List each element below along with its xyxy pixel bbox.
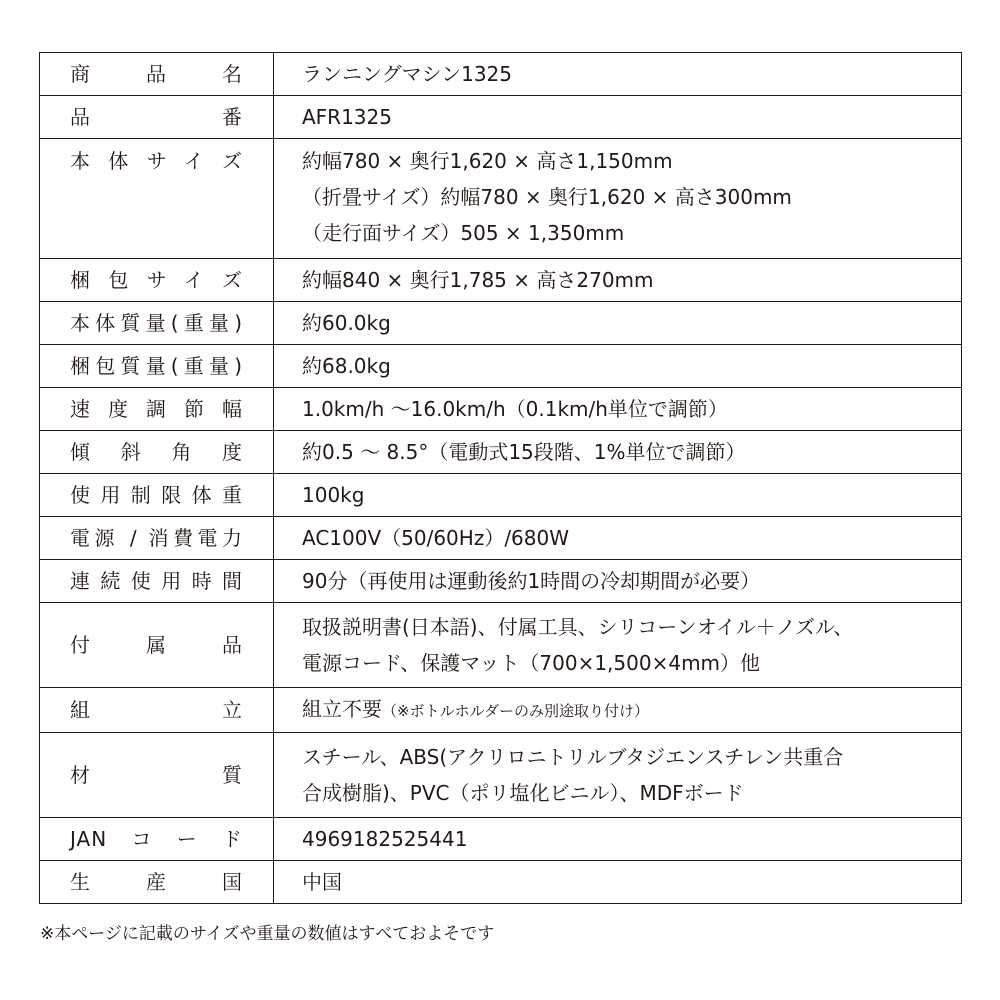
row-value-body-size: [274, 139, 962, 259]
table-row: [40, 96, 962, 139]
row-label-body-size: 本体サイズ: [40, 139, 274, 259]
value-line: 中国: [302, 870, 342, 894]
row-value-material: [274, 733, 962, 818]
row-label-continuous-use: 連続使用時間: [40, 560, 274, 603]
value-line: 4969182525441: [302, 827, 468, 851]
table-row: [40, 345, 962, 388]
table-row: [40, 818, 962, 861]
row-value-jan-code: [274, 818, 962, 861]
value-line: 電源コード、保護マット（700×1,500×4mm）他: [302, 651, 761, 675]
value-line: ランニングマシン1325: [302, 62, 512, 86]
assembly-main: 組立不要: [302, 697, 382, 721]
row-value-speed-range: [274, 388, 962, 431]
assembly-note: （※ボトルホルダーのみ別途取り付け）: [382, 702, 649, 720]
table-row: [40, 259, 962, 302]
value-line: 取扱説明書(日本語)、付属工具、シリコーンオイル＋ノズル、: [302, 615, 854, 639]
row-label-body-weight: 本体質量(重量): [40, 302, 274, 345]
row-label-product-name: 商 品 名: [40, 53, 274, 96]
row-value-power: [274, 517, 962, 560]
row-value-package-size: [274, 259, 962, 302]
row-label-assembly: 組 立: [40, 688, 274, 733]
row-label-package-weight: 梱包質量(重量): [40, 345, 274, 388]
value-line: 90分（再使用は運動後約1時間の冷却期間が必要）: [302, 569, 761, 593]
table-row: [40, 302, 962, 345]
row-value-accessories: [274, 603, 962, 688]
spec-table: [39, 52, 962, 904]
row-value-product-name: [274, 53, 962, 96]
row-label-jan-code: JANコード: [40, 818, 274, 861]
value-line: 約0.5 〜 8.5°（電動式15段階、1%単位で調節）: [302, 440, 746, 464]
row-label-power: 電源 / 消費電力: [40, 517, 274, 560]
table-row: [40, 603, 962, 688]
row-label-country: 生 産 国: [40, 861, 274, 904]
value-line: 約68.0kg: [302, 354, 391, 378]
row-value-continuous-use: [274, 560, 962, 603]
row-value-country: [274, 861, 962, 904]
value-line: [302, 691, 951, 729]
value-line: 100kg: [302, 483, 365, 507]
footnote: ※本ページに記載のサイズや重量の数値はすべておよそです: [40, 924, 495, 944]
value-line: 1.0km/h 〜16.0km/h（0.1km/h単位で調節）: [302, 397, 728, 421]
table-row: [40, 733, 962, 818]
row-label-product-number: 品 番: [40, 96, 274, 139]
value-line: 約幅780 × 奥行1,620 × 高さ1,150mm: [302, 149, 673, 173]
row-value-weight-limit: [274, 474, 962, 517]
row-label-speed-range: 速度調節幅: [40, 388, 274, 431]
row-value-body-weight: [274, 302, 962, 345]
table-row: [40, 53, 962, 96]
row-value-incline: [274, 431, 962, 474]
table-row: [40, 560, 962, 603]
row-label-weight-limit: 使用制限体重: [40, 474, 274, 517]
table-row: [40, 431, 962, 474]
table-row: [40, 517, 962, 560]
value-line: スチール、ABS(アクリロニトリルブタジエンスチレン共重合: [302, 745, 844, 769]
value-line: AC100V（50/60Hz）/680W: [302, 526, 570, 550]
table-row: [40, 474, 962, 517]
value-line: 合成樹脂)、PVC（ポリ塩化ビニル）、MDFボード: [302, 781, 744, 805]
value-line: （折畳サイズ）約幅780 × 奥行1,620 × 高さ300mm: [302, 185, 792, 209]
value-line: 約60.0kg: [302, 311, 391, 335]
row-value-package-weight: [274, 345, 962, 388]
table-row: [40, 139, 962, 259]
value-line: （走行面サイズ）505 × 1,350mm: [302, 221, 625, 245]
row-label-package-size: 梱包サイズ: [40, 259, 274, 302]
value-line: 約幅840 × 奥行1,785 × 高さ270mm: [302, 268, 654, 292]
row-label-material: 材 質: [40, 733, 274, 818]
table-row: [40, 688, 962, 733]
row-value-assembly: [274, 688, 962, 733]
row-value-product-number: [274, 96, 962, 139]
row-label-accessories: 付 属 品: [40, 603, 274, 688]
value-line: AFR1325: [302, 105, 392, 129]
table-row: [40, 861, 962, 904]
row-label-incline: 傾 斜 角 度: [40, 431, 274, 474]
table-row: [40, 388, 962, 431]
